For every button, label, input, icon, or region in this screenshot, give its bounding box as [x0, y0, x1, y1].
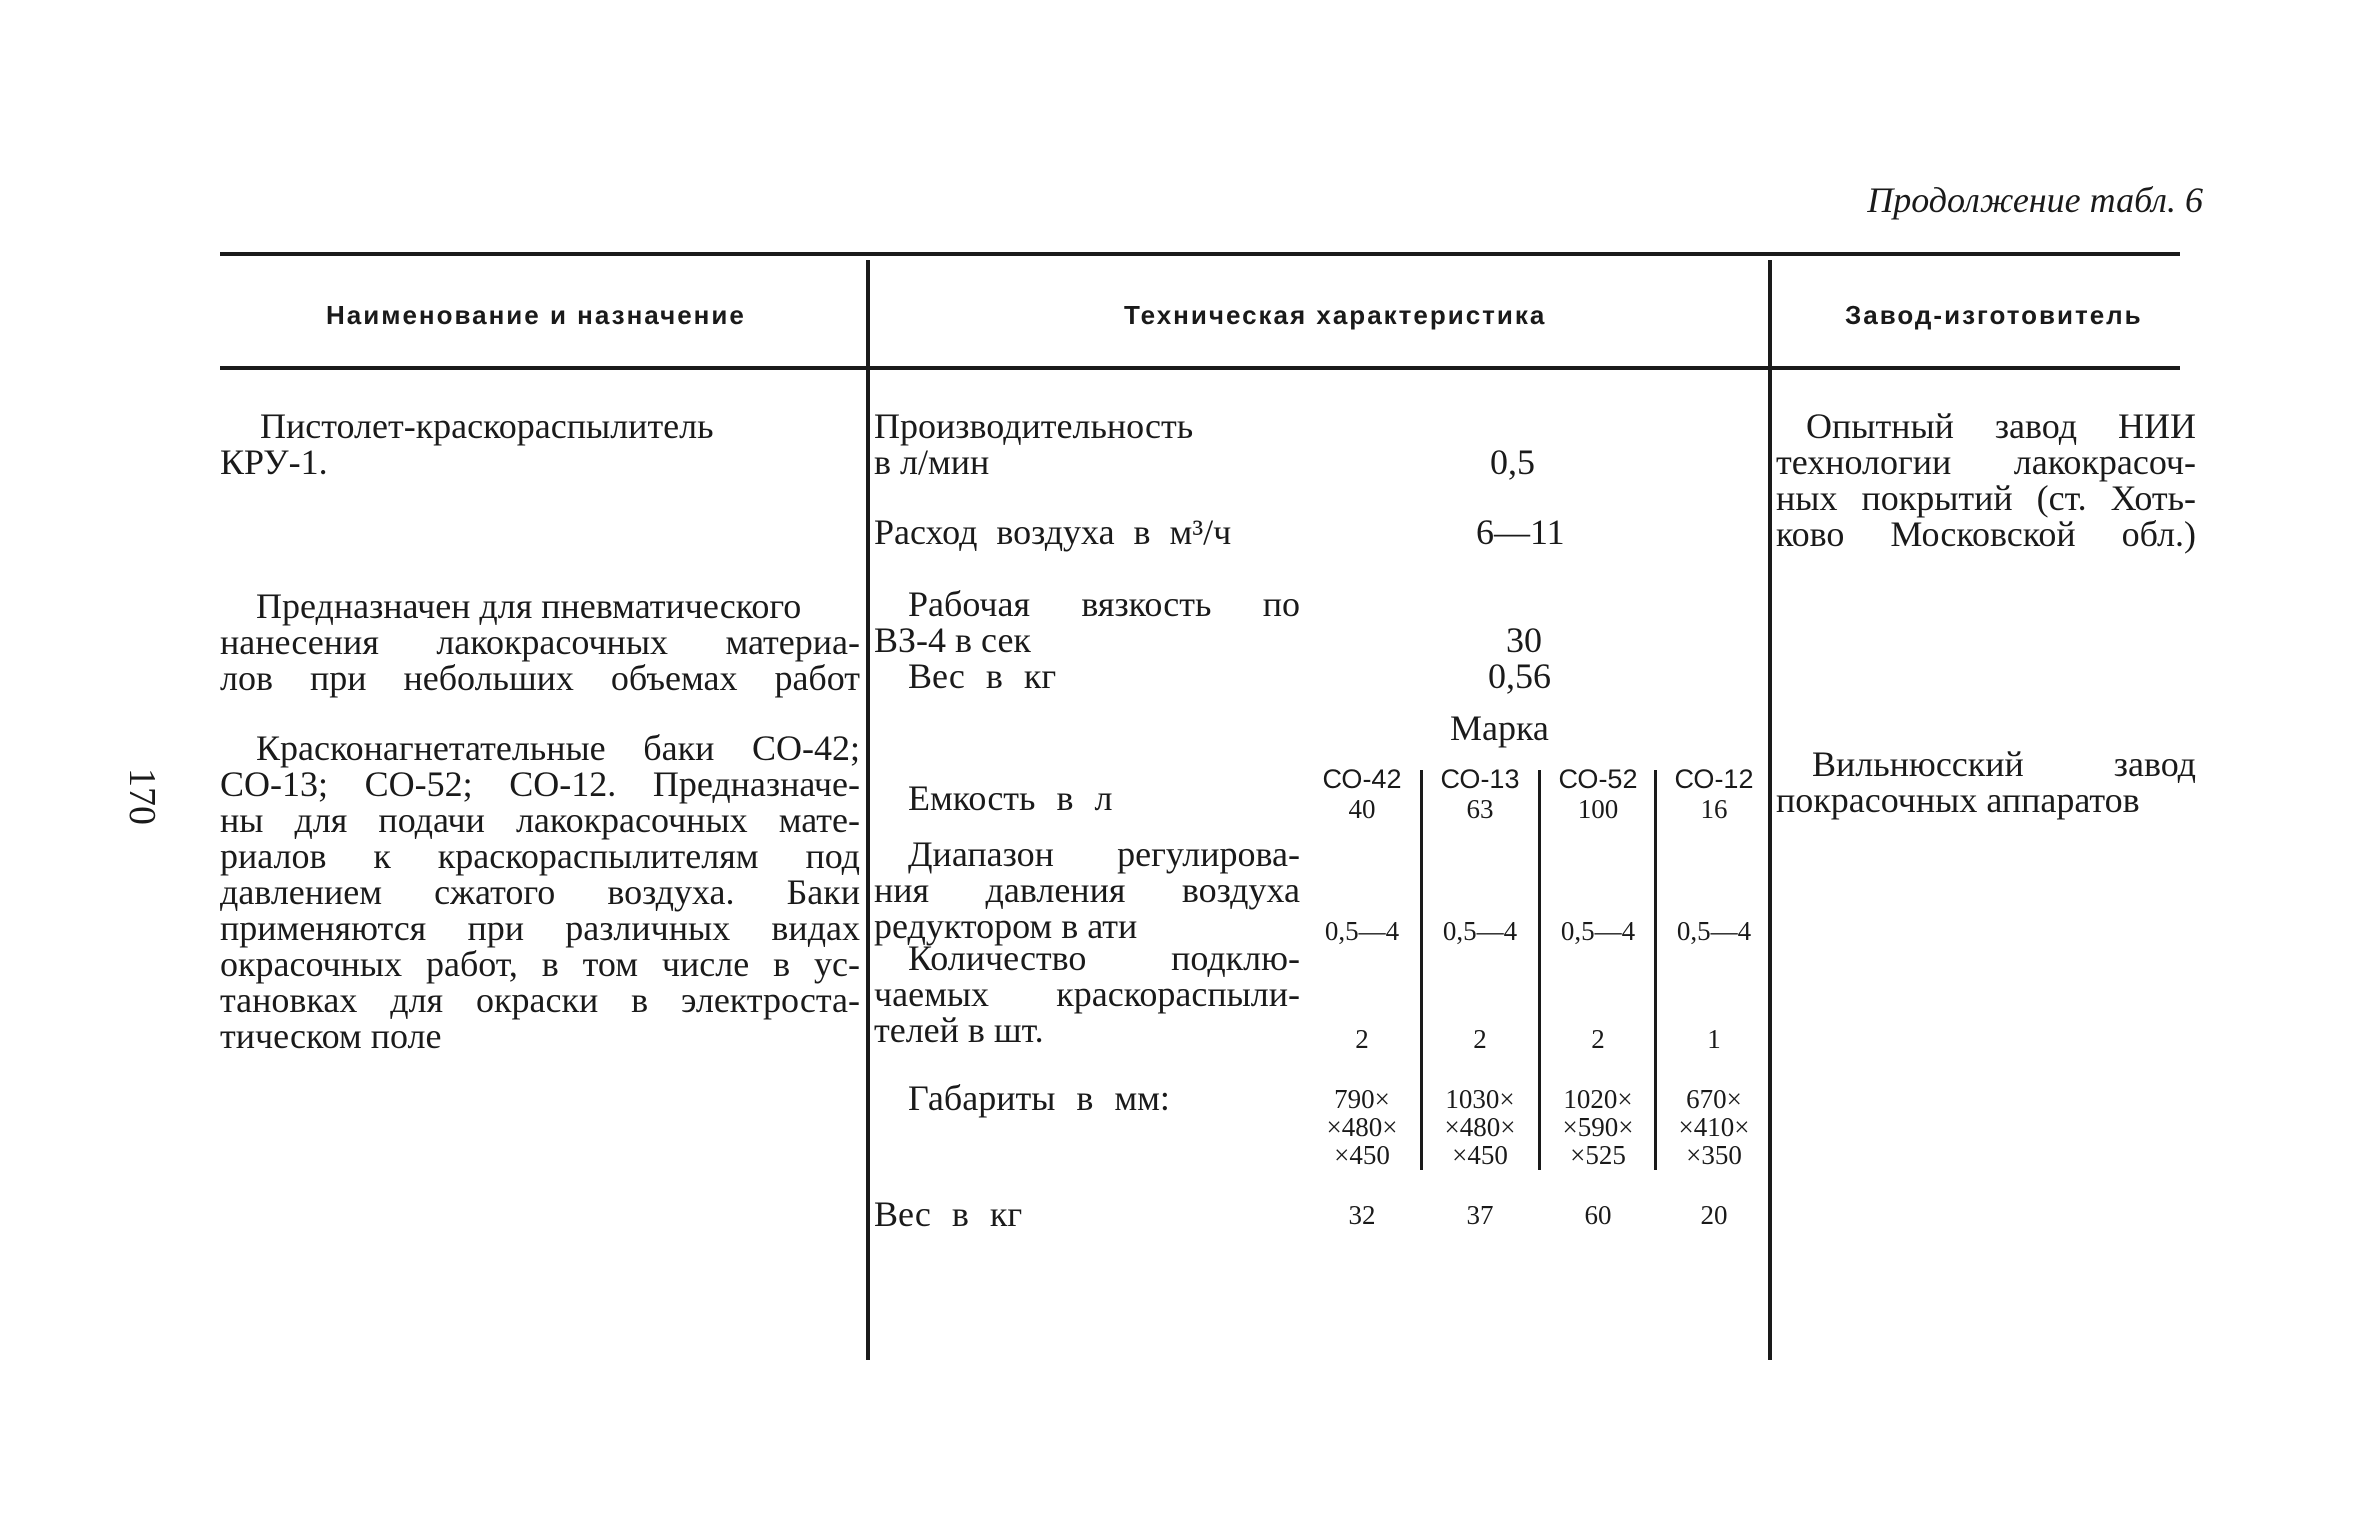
- item2-pressure-label: [874, 836, 1300, 944]
- item2-maker: [1776, 746, 2196, 818]
- model-count: 2: [1473, 1024, 1487, 1054]
- item2-pressure-label-line: редуктором в ати: [874, 906, 1138, 946]
- item2-count-label-line: телей в шт.: [874, 1010, 1044, 1050]
- model-divider-1: [1420, 770, 1423, 1170]
- model-pressure: 0,5—4: [1442, 916, 1518, 946]
- item2-dims-label: Габариты в мм:: [908, 1078, 1170, 1118]
- item1-name: [220, 408, 860, 480]
- item2-maker-line: покрасочных аппаратов: [1776, 780, 2140, 820]
- item1-name-line: Пистолет-краскораспылитель: [260, 406, 714, 446]
- item1-weight-label: Вес в кг: [908, 656, 1057, 696]
- item2-line: ны для подачи лакокрасочных мате-: [220, 800, 860, 840]
- model-dims-line: ×350: [1686, 1140, 1742, 1170]
- item1-productivity-label-1: Производительность: [874, 406, 1194, 446]
- item1-maker-line: технологии лакокрасоч-: [1776, 442, 2196, 482]
- item1-maker-line: Опытный завод НИИ: [1806, 406, 2196, 446]
- model-dims-line: ×410×: [1678, 1112, 1750, 1142]
- model-name: СО-13: [1440, 764, 1520, 794]
- item1-purpose-line: нанесения лакокрасочных материа-: [220, 622, 860, 662]
- model-count: 1: [1707, 1024, 1721, 1054]
- model-capacity: 40: [1348, 794, 1376, 824]
- model-dims-line: ×450: [1334, 1140, 1390, 1170]
- item1-productivity-label-2: в л/мин: [874, 442, 990, 482]
- item2-pressure-label-line: ния давления воздуха: [874, 870, 1300, 910]
- item1-maker: [1776, 408, 2196, 552]
- model-capacity: 63: [1466, 794, 1494, 824]
- model-capacity: 16: [1700, 794, 1728, 824]
- table-continuation-caption: Продолжение табл. 6: [1867, 180, 2203, 220]
- item1-weight-value: 0,56: [1488, 656, 1551, 696]
- model-name: СО-12: [1674, 764, 1754, 794]
- item1-purpose-line: лов при небольших объемах работ: [220, 658, 860, 698]
- model-dims-line: 670×: [1686, 1084, 1742, 1114]
- model-pressure: 0,5—4: [1560, 916, 1636, 946]
- item1-viscosity-value: 30: [1506, 620, 1542, 660]
- header-name: Наименование и назначение: [326, 300, 746, 330]
- item2-line: СО-13; СО-52; СО-12. Предназначе-: [220, 764, 860, 804]
- model-dims-line: ×450: [1452, 1140, 1508, 1170]
- item1-purpose: [220, 588, 860, 696]
- model-capacity: 100: [1577, 794, 1619, 824]
- table-header-rule: [220, 366, 2180, 370]
- model-weight: 20: [1700, 1200, 1728, 1230]
- item1-maker-line: ных покрытий (ст. Хоть-: [1776, 478, 2196, 518]
- model-count: 2: [1355, 1024, 1369, 1054]
- model-weight: 60: [1584, 1200, 1612, 1230]
- item2-count-label-line: чаемых краскораспыли-: [874, 974, 1300, 1014]
- item2-line: тановках для окраски в электроста-: [220, 980, 860, 1020]
- model-dims-line: 1020×: [1563, 1084, 1633, 1114]
- item2-marka-label: Марка: [1450, 708, 1549, 748]
- item2-description: [220, 730, 860, 1054]
- item2-line: давлением сжатого воздуха. Баки: [220, 872, 860, 912]
- item2-capacity-label: Емкость в л: [908, 778, 1113, 818]
- item2-maker-line: Вильнюсский завод: [1812, 744, 2196, 784]
- table-top-rule: [220, 252, 2180, 256]
- item1-viscosity-label-1: Рабочая вязкость по: [908, 584, 1300, 624]
- item1-air-label: Расход воздуха в м³/ч: [874, 512, 1232, 552]
- item1-purpose-line: Предназначен для пневматического: [256, 586, 802, 626]
- model-count: 2: [1591, 1024, 1605, 1054]
- item2-weight-label: Вес в кг: [874, 1194, 1023, 1234]
- item2-line: риалов к краскораспылителям под: [220, 836, 860, 876]
- model-dims-line: ×480×: [1326, 1112, 1398, 1142]
- model-dims-line: ×590×: [1562, 1112, 1634, 1142]
- model-pressure: 0,5—4: [1324, 916, 1400, 946]
- item2-count-label: [874, 940, 1300, 1048]
- item1-viscosity-label-2: ВЗ-4 в сек: [874, 620, 1031, 660]
- model-dims-line: 790×: [1334, 1084, 1390, 1114]
- page-number: 170: [121, 768, 163, 825]
- model-weight: 37: [1466, 1200, 1494, 1230]
- model-dims-line: ×525: [1570, 1140, 1626, 1170]
- item2-count-label-line: Количество подклю-: [908, 938, 1300, 978]
- item2-line: окрасочных работ, в том числе в ус-: [220, 944, 860, 984]
- item2-line: применяются при различных видах: [220, 908, 860, 948]
- item1-name-line: КРУ-1.: [220, 442, 328, 482]
- item1-productivity-value: 0,5: [1490, 442, 1535, 482]
- item2-line: тическом поле: [220, 1016, 442, 1056]
- model-name: СО-42: [1322, 764, 1402, 794]
- item1-maker-line: ково Московской обл.): [1776, 514, 2196, 554]
- model-dims-line: ×480×: [1444, 1112, 1516, 1142]
- item2-pressure-label-line: Диапазон регулирова-: [908, 834, 1300, 874]
- header-maker: Завод-изготовитель: [1845, 300, 2143, 330]
- item1-air-value: 6—11: [1476, 512, 1565, 552]
- model-pressure: 0,5—4: [1676, 916, 1752, 946]
- header-tech: Техническая характеристика: [1124, 300, 1547, 330]
- model-divider-3: [1654, 770, 1657, 1170]
- model-weight: 32: [1348, 1200, 1376, 1230]
- column-divider-1: [866, 260, 870, 1360]
- model-divider-2: [1538, 770, 1541, 1170]
- item2-line: Красконагнетательные баки СО-42;: [256, 728, 860, 768]
- model-name: СО-52: [1558, 764, 1638, 794]
- model-dims-line: 1030×: [1445, 1084, 1515, 1114]
